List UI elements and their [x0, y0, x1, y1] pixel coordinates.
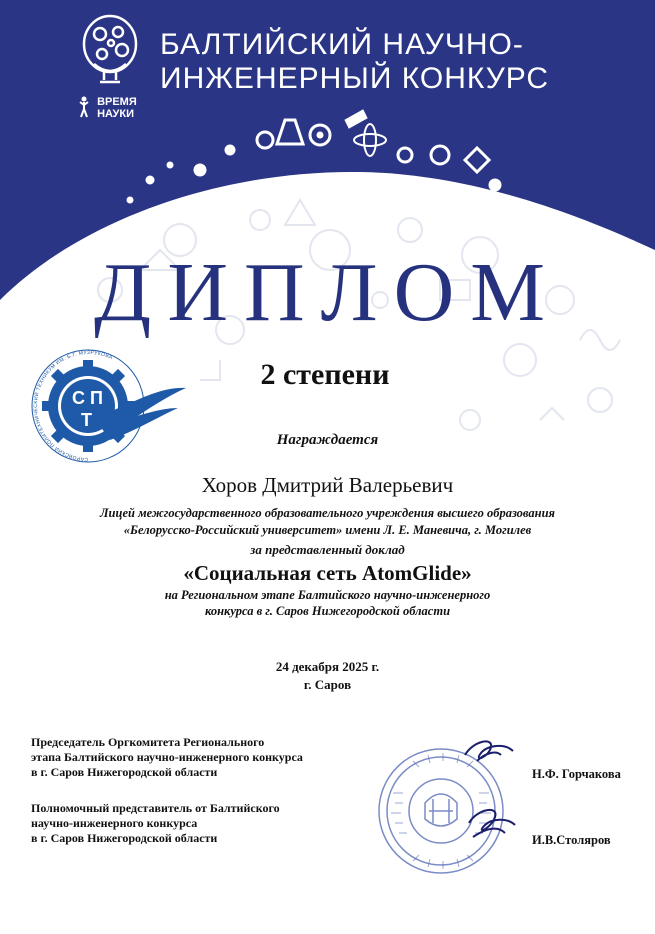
stage-line-1: на Региональном этапе Балтийского научно-инженерного [164, 588, 491, 602]
contest-title-line-2: ИНЖЕНЕРНЫЙ КОНКУРС [160, 62, 550, 95]
degree-label: 2 степени [260, 358, 390, 391]
award-date: 24 декабря 2025 г. [275, 659, 380, 674]
report-title: «Социальная сеть AtomGlide» [183, 561, 472, 585]
award-city: г. Саров [303, 677, 352, 692]
signatory-2-line-2: научно-инженерного конкурса [31, 816, 198, 830]
brand-line-2: НАУКИ [97, 108, 134, 120]
signatory-2-line-3: в г. Саров Нижегородской области [31, 831, 218, 845]
contest-title [160, 28, 590, 96]
spt-ring-text: САРОВСКИЙ ПОЛИТЕХНИЧЕСКИЙ ТЕХНИКУМ ИМ. Б.Г. МУЗРУКОВА [32, 350, 114, 463]
signatory-1-name: Н.Ф. Горчакова [532, 767, 621, 781]
brand-line-1: ВРЕМЯ [97, 96, 137, 108]
stage-line-2: конкурса в г. Саров Нижегородской области [204, 604, 451, 618]
signatory-2-name: И.В.Столяров [532, 833, 611, 847]
spt-letter-t: Т [81, 410, 92, 430]
running-figure-icon [78, 96, 90, 118]
signatory-1-line-1: Председатель Оргкомитета Регионального [31, 735, 265, 749]
brand-caption [78, 96, 148, 120]
signatory-1-line-3: в г. Саров Нижегородской области [31, 765, 218, 779]
contest-stage [80, 587, 575, 619]
date-block [0, 658, 655, 694]
spt-letter-s: С [72, 388, 85, 408]
signatory-1-line-2: этапа Балтийского научно-инженерного конкурса [31, 750, 303, 764]
diploma-title: ДИПЛОМ [94, 246, 561, 339]
recipient-name: Хоров Дмитрий Валерьевич [201, 473, 454, 497]
institution [40, 505, 615, 539]
brand-logo-icon [78, 12, 142, 84]
spt-letter-p: П [90, 388, 103, 408]
awarded-label: Награждается [276, 432, 379, 448]
signatory-2-line-1: Полномочный представитель от Балтийского [31, 801, 280, 815]
signatory-2-position [31, 801, 391, 846]
institution-line-2: «Белорусско-Российский университет» имени Л. Е. Маневича, г. Могилев [123, 523, 532, 537]
contest-title-line-1: БАЛТИЙСКИЙ НАУЧНО- [160, 28, 524, 61]
official-stamp [373, 733, 523, 883]
institution-line-1: Лицей межгосударственного образовательного учреждения высшего образования [99, 506, 555, 520]
signatory-1-position [31, 735, 391, 780]
for-report-label: за представленный доклад [250, 542, 405, 557]
